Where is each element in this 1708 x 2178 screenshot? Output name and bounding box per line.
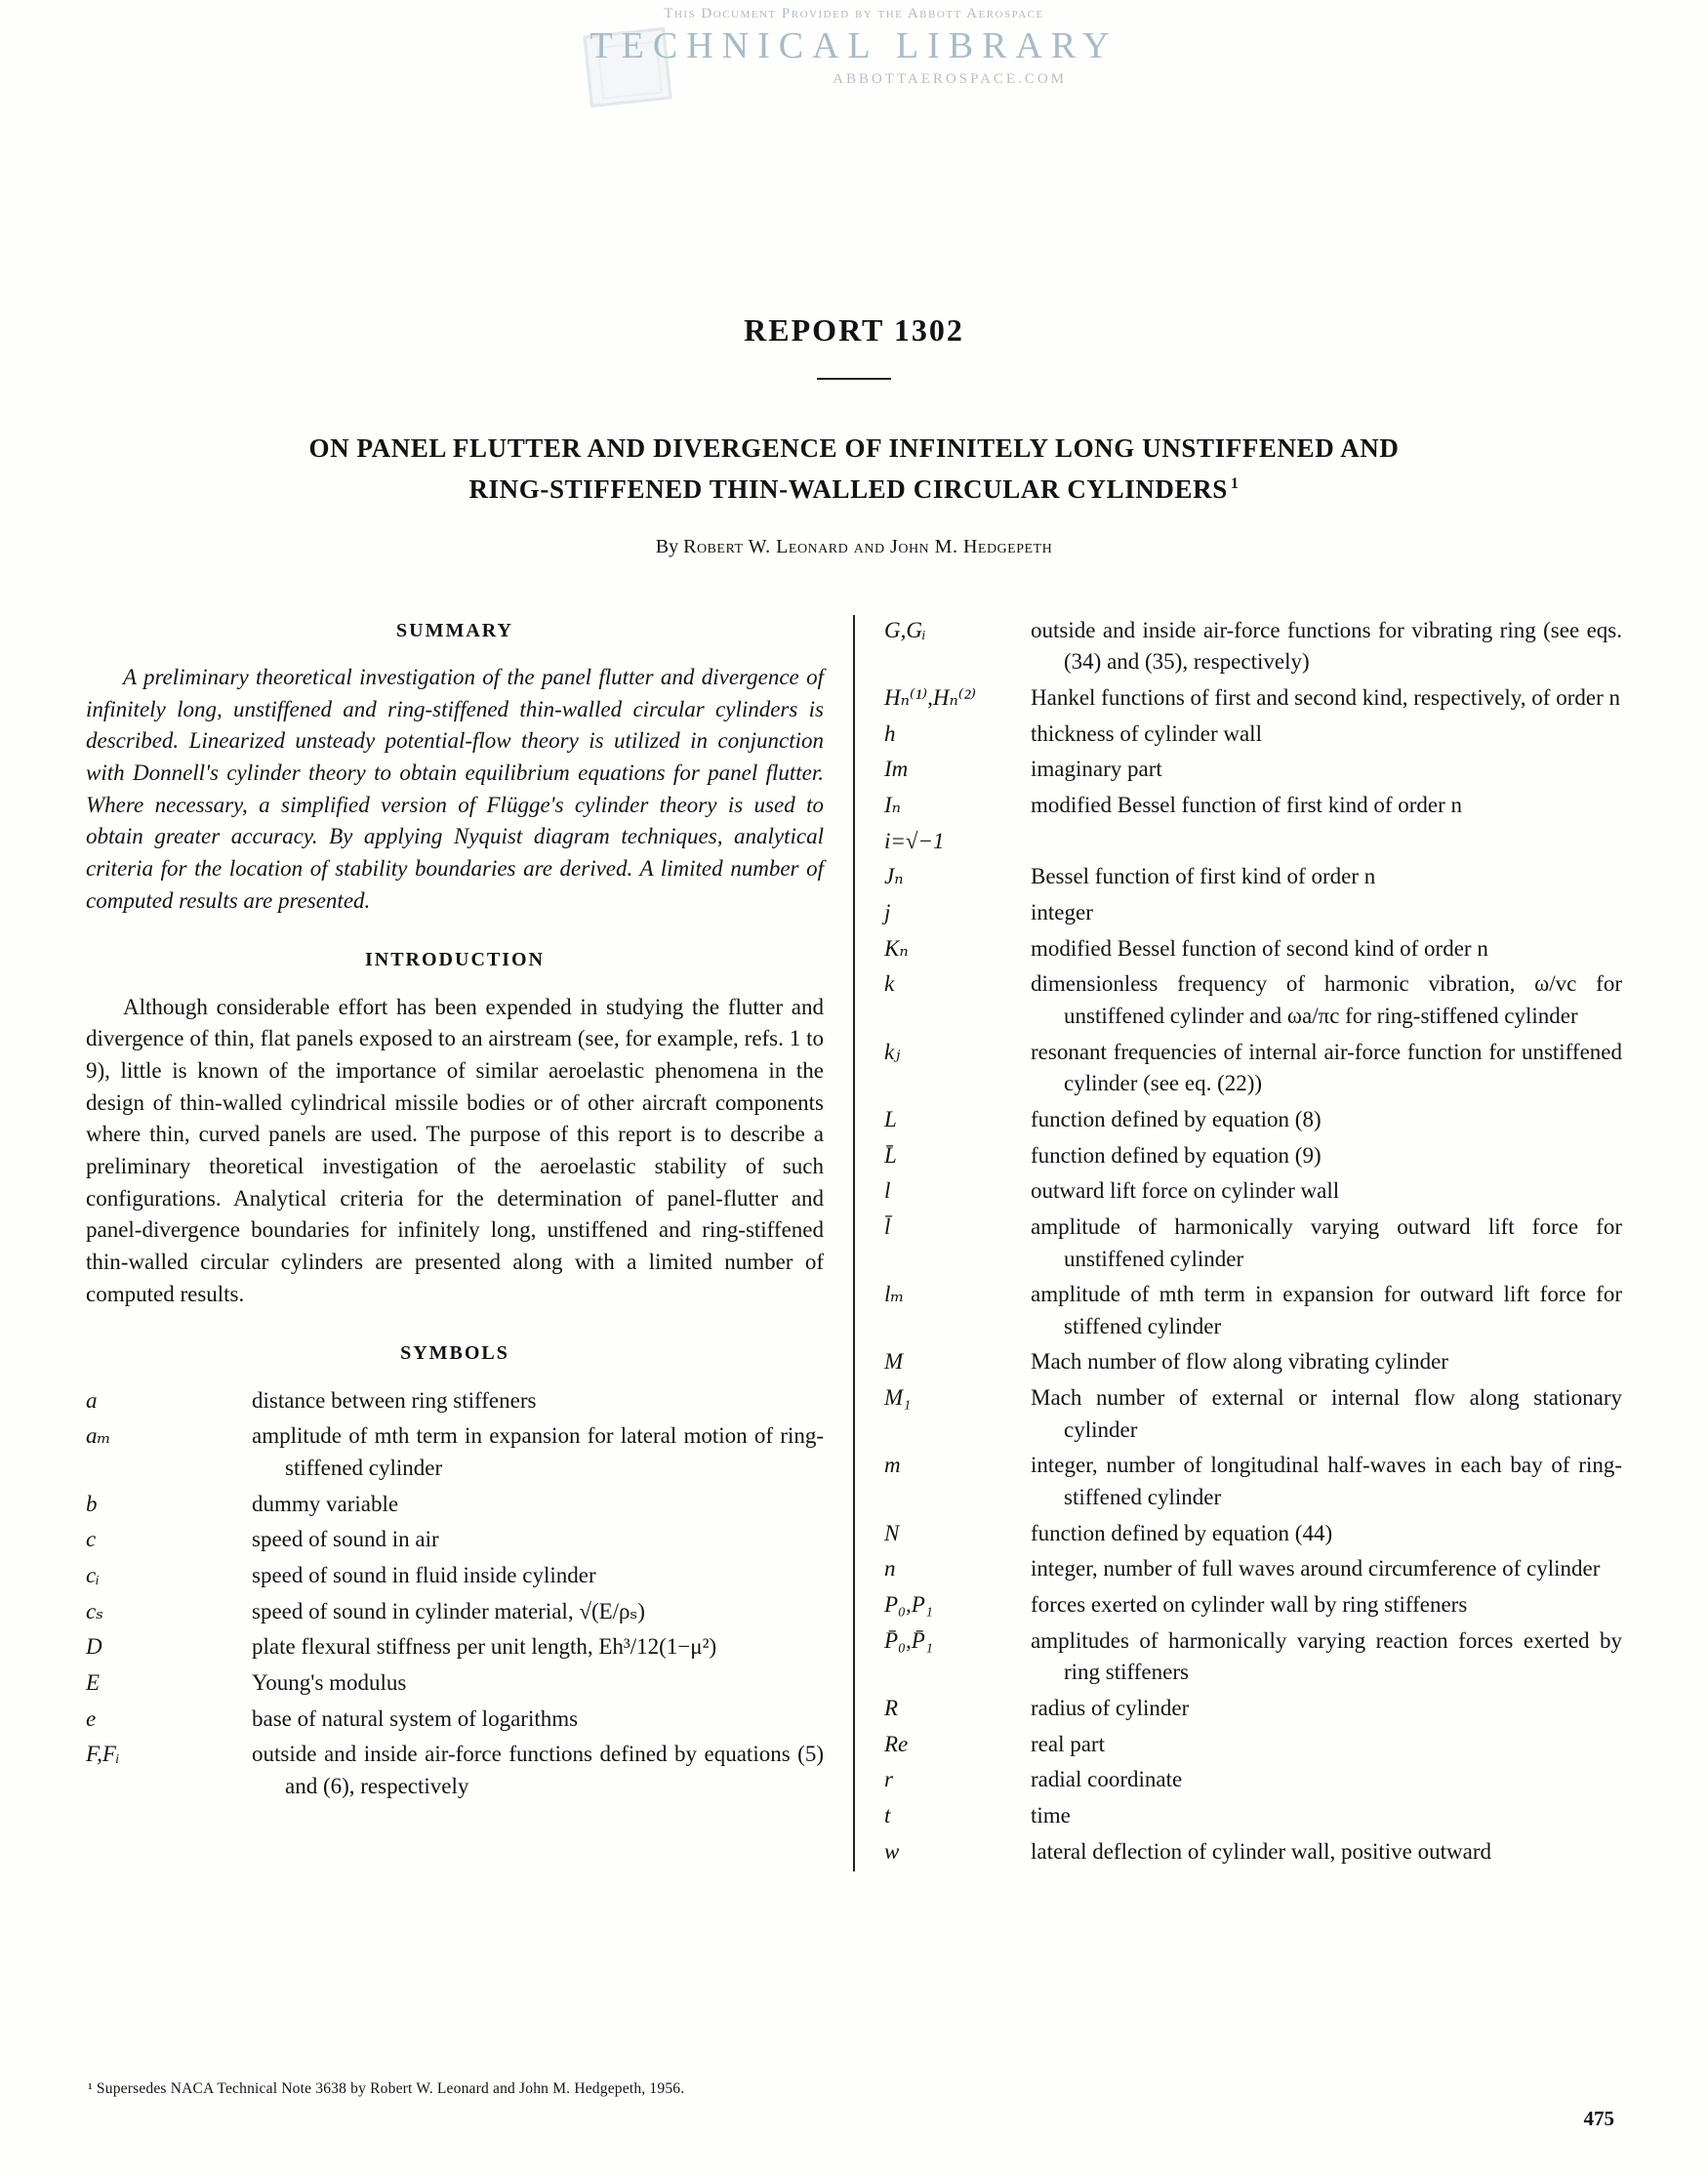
symbols-list-left <box>86 1385 824 1803</box>
symbol: l̄ <box>884 1213 891 1239</box>
symbol: aₘ <box>86 1423 111 1449</box>
symbol: G,Gᵢ <box>884 617 926 642</box>
symbol-row <box>884 1140 1622 1172</box>
symbol-row <box>86 1667 824 1700</box>
report-title-line1: ON PANEL FLUTTER AND DIVERGENCE OF INFINITELY LONG UNSTIFFENED AND <box>308 433 1400 463</box>
symbol-row <box>884 861 1622 893</box>
symbol-definition: Hankel functions of first and second kind, respectively, of order n <box>1031 685 1620 710</box>
symbol-definition: speed of sound in cylinder material, √(E/ρₛ) <box>252 1598 645 1623</box>
symbol: c <box>86 1527 97 1552</box>
byline <box>86 536 1622 558</box>
symbol-row <box>884 754 1622 786</box>
symbol: F,Fᵢ <box>86 1742 120 1767</box>
symbol-row <box>884 1836 1622 1869</box>
symbol-row <box>884 1693 1622 1725</box>
symbol: Kₙ <box>884 935 909 961</box>
summary-paragraph: A preliminary theoretical investigation of the panel flutter and divergence of infinitely long, unstiffened and ring-stiffened thin-walled circular cylinders is described. Linearized unsteady potential-flow theory is utilized in conjunction with Donnell's cylinder theory to obtain equilibrium equations for panel flutter. Where necessary, a simplified version of Flügge's cylinder theory is used to obtain greater accuracy. By applying Nyquist diagram techniques, analytical criteria for the location of stability boundaries are derived. A limited number of computed results are presented. <box>86 665 824 913</box>
symbol: M <box>884 1349 904 1375</box>
report-title-line2: RING-STIFFENED THIN-WALLED CIRCULAR CYLINDERS <box>468 473 1228 504</box>
symbol-definition: integer, number of longitudinal half-waves in each bay of ring-stiffened cylinder <box>1031 1453 1622 1510</box>
symbol: b <box>86 1491 98 1516</box>
symbol: e <box>86 1705 97 1731</box>
symbol: m <box>884 1453 901 1478</box>
symbol: h <box>884 720 896 746</box>
symbol-definition: plate flexural stiffness per unit length, Eh³/12(1−μ²) <box>252 1634 717 1660</box>
symbol-row <box>86 1596 824 1628</box>
symbol-definition: resonant frequencies of internal air-force function for unstiffened cylinder (see eq. (22)) <box>1031 1039 1622 1096</box>
symbol: Hₙ⁽¹⁾,Hₙ⁽²⁾ <box>884 685 976 710</box>
symbol-definition: outside and inside air-force functions for vibrating ring (see eqs. (34) and (35), respectively) <box>1031 617 1622 675</box>
symbol-definition: forces exerted on cylinder wall by ring stiffeners <box>1031 1592 1468 1618</box>
symbol: r <box>884 1767 893 1792</box>
symbol-definition: integer, number of full waves around circumference of cylinder <box>1031 1556 1601 1582</box>
symbol: Re <box>884 1731 909 1756</box>
symbol: R <box>884 1696 899 1721</box>
symbol-row <box>884 1553 1622 1585</box>
symbol-row <box>884 1800 1622 1832</box>
symbol: a <box>86 1387 98 1413</box>
footnote: ¹ Supersedes NACA Technical Note 3638 by Robert W. Leonard and John M. Hedgepeth, 1956. <box>88 2080 685 2097</box>
symbol-definition: Bessel function of first kind of order n <box>1031 864 1376 889</box>
symbol: kⱼ <box>884 1039 901 1064</box>
symbol: cₛ <box>86 1598 103 1623</box>
symbol: Im <box>884 757 909 782</box>
symbol-definition: Young's modulus <box>252 1669 407 1695</box>
symbol-row <box>884 968 1622 1032</box>
symbol-row <box>884 682 1622 715</box>
symbol-definition: modified Bessel function of second kind of order n <box>1031 935 1488 961</box>
symbol-definition: speed of sound in fluid inside cylinder <box>252 1562 596 1587</box>
symbol-row <box>884 1104 1622 1136</box>
symbol: j <box>884 899 891 925</box>
symbol: N <box>884 1520 900 1545</box>
symbol-row <box>86 1631 824 1664</box>
symbol-row <box>86 1489 824 1521</box>
symbol-definition: real part <box>1031 1731 1105 1756</box>
symbol-definition: amplitude of harmonically varying outward lift force for unstiffened cylinder <box>1031 1213 1622 1271</box>
symbol-definition: outward lift force on cylinder wall <box>1031 1178 1340 1204</box>
symbol-row <box>884 1279 1622 1342</box>
symbol: D <box>86 1634 102 1660</box>
symbol-row <box>884 1589 1622 1622</box>
report-title <box>86 429 1622 511</box>
symbol-definition: lateral deflection of cylinder wall, positive outward <box>1031 1838 1491 1864</box>
introduction-paragraph: Although considerable effort has been expended in studying the flutter and divergence of thin, flat panels exposed to an airstream (see, for example, refs. 1 to 9), little is known of the importance of similar aeroelastic phenomena in the design of thin-walled cylindrical missile bodies or of other aircraft components where thin, curved panels are used. The purpose of this report is to describe a preliminary theoretical investigation of the aeroelastic stability of such configurations. Analytical criteria for the determination of panel-flutter and panel-divergence boundaries for infinitely long, unstiffened and ring-stiffened thin-walled circular cylinders are presented along with a limited number of computed results. <box>86 994 824 1306</box>
symbol-row <box>884 719 1622 751</box>
summary-heading: SUMMARY <box>396 619 513 641</box>
symbol: t <box>884 1803 891 1828</box>
symbol-row <box>884 1764 1622 1796</box>
technical-library-wordmark: TECHNICAL LIBRARY <box>590 25 1118 66</box>
symbol: M₁ <box>884 1385 912 1411</box>
symbol-definition: radius of cylinder <box>1031 1696 1190 1721</box>
symbol-definition: amplitudes of harmonically varying reaction forces exerted by ring stiffeners <box>1031 1627 1622 1685</box>
symbol-row <box>884 1346 1622 1378</box>
symbol: lₘ <box>884 1282 905 1307</box>
symbol: l <box>884 1178 891 1204</box>
symbol-row <box>86 1420 824 1484</box>
symbol: L̄ <box>884 1142 897 1168</box>
symbol-definition: base of natural system of logarithms <box>252 1705 579 1731</box>
symbol-definition: modified Bessel function of first kind of order n <box>1031 792 1463 817</box>
symbol-definition: function defined by equation (8) <box>1031 1106 1322 1131</box>
symbol-definition <box>1031 826 1622 858</box>
title-footnote-marker: 1 <box>1230 473 1240 492</box>
watermark-provider-line: This Document Provided by the Abbott Aerospace <box>664 6 1044 21</box>
symbol-definition: amplitude of mth term in expansion for outward lift force for stiffened cylinder <box>1031 1282 1622 1338</box>
symbol-row <box>884 1382 1622 1446</box>
symbol: Jₙ <box>884 864 904 889</box>
symbol-definition: outside and inside air-force functions defined by equations (5) and (6), respectively <box>252 1742 824 1798</box>
introduction-heading: INTRODUCTION <box>364 949 546 971</box>
symbol-definition: amplitude of mth term in expansion for lateral motion of ring-stiffened cylinder <box>252 1423 824 1480</box>
symbol-row <box>884 1729 1622 1761</box>
symbol-definition: dimensionless frequency of harmonic vibration, ω/vc for unstiffened cylinder and ωa/πc for ring-stiffened cylinder <box>1031 971 1622 1028</box>
watermark <box>581 6 1127 88</box>
symbol-definition: integer <box>1031 899 1093 925</box>
watermark-site-line: ABBOTTAEROSPACE.COM <box>833 71 1067 87</box>
page-number: 475 <box>1583 2107 1614 2130</box>
symbol-definition: time <box>1031 1803 1071 1828</box>
left-column <box>86 615 853 1872</box>
symbol-row <box>86 1385 824 1418</box>
symbol-definition: distance between ring stiffeners <box>252 1387 537 1413</box>
symbol-definition: function defined by equation (44) <box>1031 1520 1333 1545</box>
byline-prefix: By <box>655 535 679 557</box>
symbol-definition: radial coordinate <box>1031 1767 1183 1792</box>
symbol: cᵢ <box>86 1562 100 1587</box>
symbols-heading: SYMBOLS <box>400 1342 509 1365</box>
symbol-definition: Mach number of external or internal flow along stationary cylinder <box>1031 1385 1622 1442</box>
symbol-definition: Mach number of flow along vibrating cylinder <box>1031 1349 1448 1375</box>
symbol-row <box>884 897 1622 929</box>
symbol: E <box>86 1669 101 1695</box>
symbol-definition: dummy variable <box>252 1491 399 1516</box>
byline-authors: Robert W. Leonard and John M. Hedgepeth <box>683 535 1053 557</box>
symbol-definition: speed of sound in air <box>252 1527 439 1552</box>
symbol-row <box>86 1739 824 1802</box>
symbol-row <box>884 1175 1622 1208</box>
symbols-list-right <box>884 615 1622 1869</box>
symbol-row <box>884 1518 1622 1550</box>
symbol: L <box>884 1106 897 1131</box>
symbol-row <box>884 1212 1622 1275</box>
symbol-row <box>884 1625 1622 1689</box>
symbol-row <box>884 615 1622 678</box>
symbol-row <box>884 1037 1622 1100</box>
symbol-row <box>884 933 1622 966</box>
symbol: n <box>884 1556 896 1582</box>
symbol: i=√−1 <box>884 828 945 853</box>
symbol-definition: function defined by equation (9) <box>1031 1142 1322 1168</box>
symbol-row <box>86 1560 824 1592</box>
symbol-row <box>884 1450 1622 1513</box>
symbol-row <box>884 790 1622 822</box>
symbol-row <box>86 1524 824 1556</box>
symbol-definition: thickness of cylinder wall <box>1031 720 1262 746</box>
symbol: P₀,P₁ <box>884 1592 933 1618</box>
symbol: P̄₀,P̄₁ <box>884 1627 933 1653</box>
symbol-row <box>86 1704 824 1736</box>
symbol: w <box>884 1838 900 1864</box>
symbol: k <box>884 971 895 997</box>
symbol: Iₙ <box>884 792 901 817</box>
report-number: REPORT 1302 <box>744 312 964 348</box>
title-rule <box>817 378 891 380</box>
symbol-definition: imaginary part <box>1031 757 1162 782</box>
symbol-row <box>884 826 1622 858</box>
right-column <box>855 615 1622 1872</box>
two-column-body <box>86 615 1622 1872</box>
